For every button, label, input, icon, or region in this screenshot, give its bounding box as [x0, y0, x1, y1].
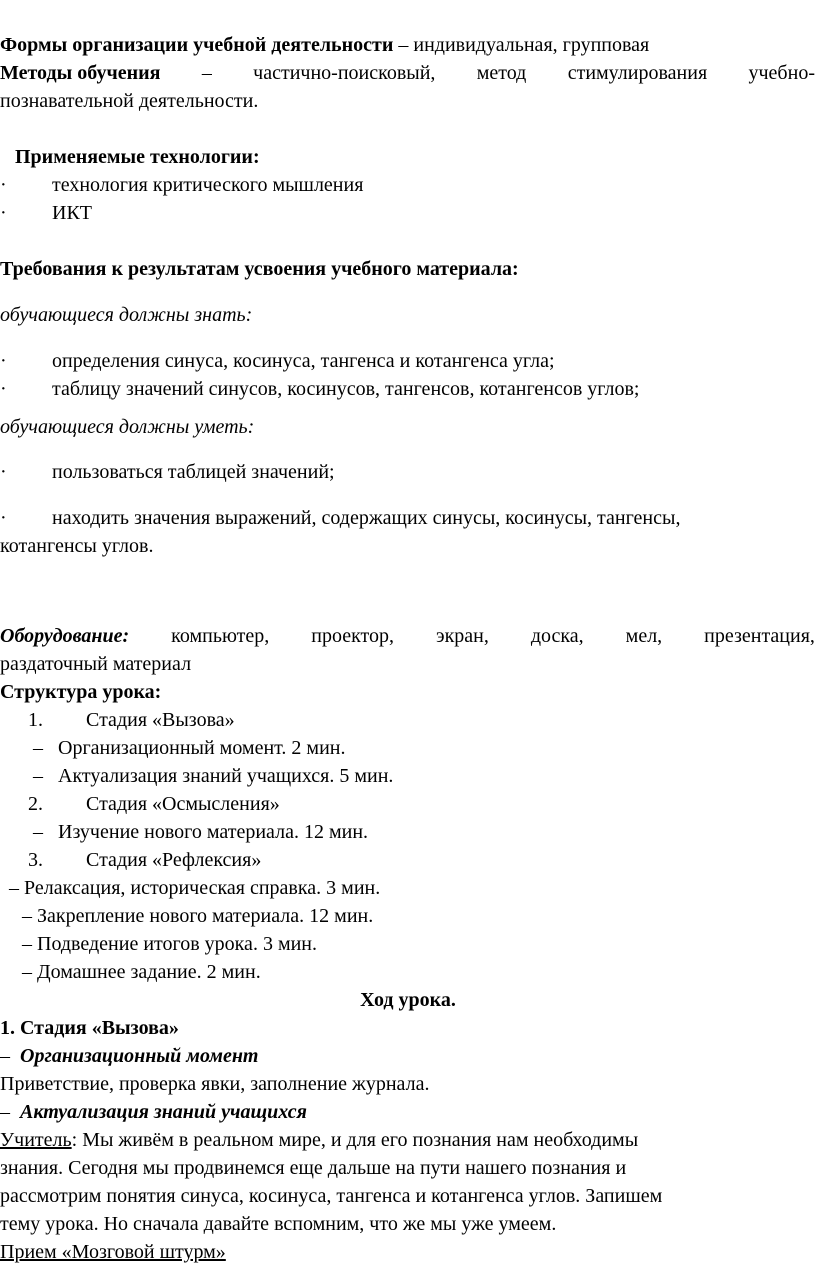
structure-item: – Домашнее задание. 2 мин.	[22, 961, 261, 983]
bullet: ·	[0, 202, 7, 224]
teacher-text: знания. Сегодня мы продвинемся еще дальше на пути нашего познания и	[0, 1157, 627, 1179]
teacher-line	[0, 1128, 638, 1152]
stage-number: 3.	[28, 849, 43, 871]
dash: –	[33, 737, 43, 759]
stage-text: Стадия «Осмысления»	[86, 793, 280, 815]
structure-item: – Релаксация, историческая справка. 3 мин.	[9, 877, 381, 899]
structure-heading: Структура урока:	[0, 681, 162, 703]
stage-text: Стадия «Вызова»	[86, 709, 235, 731]
stage1-heading: 1. Стадия «Вызова»	[0, 1017, 179, 1039]
tech-item-label: технология критического мышления	[52, 174, 364, 196]
stage-number: 1.	[28, 709, 43, 731]
forms-line	[0, 33, 649, 57]
equipment-line2: раздаточный материал	[0, 653, 192, 675]
can-item-continued: котангенсы углов.	[0, 535, 154, 557]
can-label: обучающиеся должны уметь:	[0, 416, 255, 438]
forms-text: – индивидуальная, групповая	[393, 34, 650, 56]
technique-label: Прием «Мозговой штурм»	[0, 1241, 226, 1263]
equipment-word: экран,	[435, 625, 489, 647]
know-item-text: таблицу значений синусов, косинусов, тангенсов, котангенсов углов;	[52, 378, 640, 400]
methods-word: стимулирования	[567, 62, 708, 84]
structure-item	[33, 736, 345, 760]
org-text: Приветствие, проверка явки, заполнение журнала.	[0, 1073, 430, 1095]
teacher-text: : Мы живём в реальном мире, и для его познания нам необходимы	[71, 1129, 639, 1151]
actualization-heading: Актуализация знаний учащихся	[20, 1101, 307, 1123]
structure-item: – Подведение итогов урока. 3 мин.	[22, 933, 317, 955]
dash: –	[33, 821, 43, 843]
equipment-label: Оборудование:	[0, 625, 130, 647]
can-item-text: пользоваться таблицей значений;	[52, 461, 335, 483]
structure-item	[33, 764, 393, 788]
teacher-text: рассмотрим понятия синуса, косинуса, тангенса и котангенса углов. Запишем	[0, 1185, 663, 1207]
methods-label: Методы обучения	[0, 62, 161, 84]
requirements-heading: Требования к результатам усвоения учебного материала:	[0, 258, 519, 280]
dash: –	[33, 765, 43, 787]
bullet: ·	[0, 174, 7, 196]
methods-word: –	[201, 62, 212, 84]
methods-word: частично-поисковый,	[253, 62, 436, 84]
know-label: обучающиеся должны знать:	[0, 304, 253, 326]
forms-label: Формы организации учебной деятельности	[0, 34, 394, 56]
structure-stage	[28, 848, 261, 872]
bullet: ·	[0, 461, 7, 483]
methods-line	[0, 61, 815, 85]
dash: –	[0, 1045, 10, 1067]
lesson-title: Ход урока.	[360, 989, 456, 1011]
structure-item-text: Актуализация знаний учащихся. 5 мин.	[58, 765, 394, 787]
structure-item-text: Организационный момент. 2 мин.	[58, 737, 346, 759]
bullet: ·	[0, 507, 7, 529]
equipment-word: компьютер,	[171, 625, 270, 647]
equipment-word: доска,	[530, 625, 584, 647]
bullet: ·	[0, 378, 7, 400]
actualization-heading-line	[0, 1100, 307, 1124]
methods-line2: познавательной деятельности.	[0, 90, 259, 112]
stage-number: 2.	[28, 793, 43, 815]
equipment-word: мел,	[625, 625, 663, 647]
can-item-text: находить значения выражений, содержащих синусы, косинусы, тангенсы,	[52, 507, 681, 529]
structure-item	[33, 820, 368, 844]
equipment-word: проектор,	[311, 625, 395, 647]
structure-stage	[28, 708, 235, 732]
structure-item: – Закрепление нового материала. 12 мин.	[22, 905, 374, 927]
org-heading-line	[0, 1044, 259, 1068]
know-item-text: определения синуса, косинуса, тангенса и котангенса угла;	[52, 350, 555, 372]
bullet: ·	[0, 350, 7, 372]
stage-text: Стадия «Рефлексия»	[86, 849, 262, 871]
structure-stage	[28, 792, 280, 816]
dash: –	[0, 1101, 10, 1123]
methods-word: метод	[476, 62, 527, 84]
tech-item-label: ИКТ	[52, 202, 92, 224]
teacher-text: тему урока. Но сначала давайте вспомним, что же мы уже умеем.	[0, 1213, 557, 1235]
org-heading: Организационный момент	[20, 1045, 259, 1067]
equipment-line	[0, 624, 815, 648]
structure-item-text: Изучение нового материала. 12 мин.	[58, 821, 369, 843]
tech-heading: Применяемые технологии:	[15, 146, 260, 168]
teacher-label: Учитель	[0, 1129, 72, 1151]
methods-word: учебно-	[748, 62, 815, 84]
equipment-word: презентация,	[704, 625, 815, 647]
